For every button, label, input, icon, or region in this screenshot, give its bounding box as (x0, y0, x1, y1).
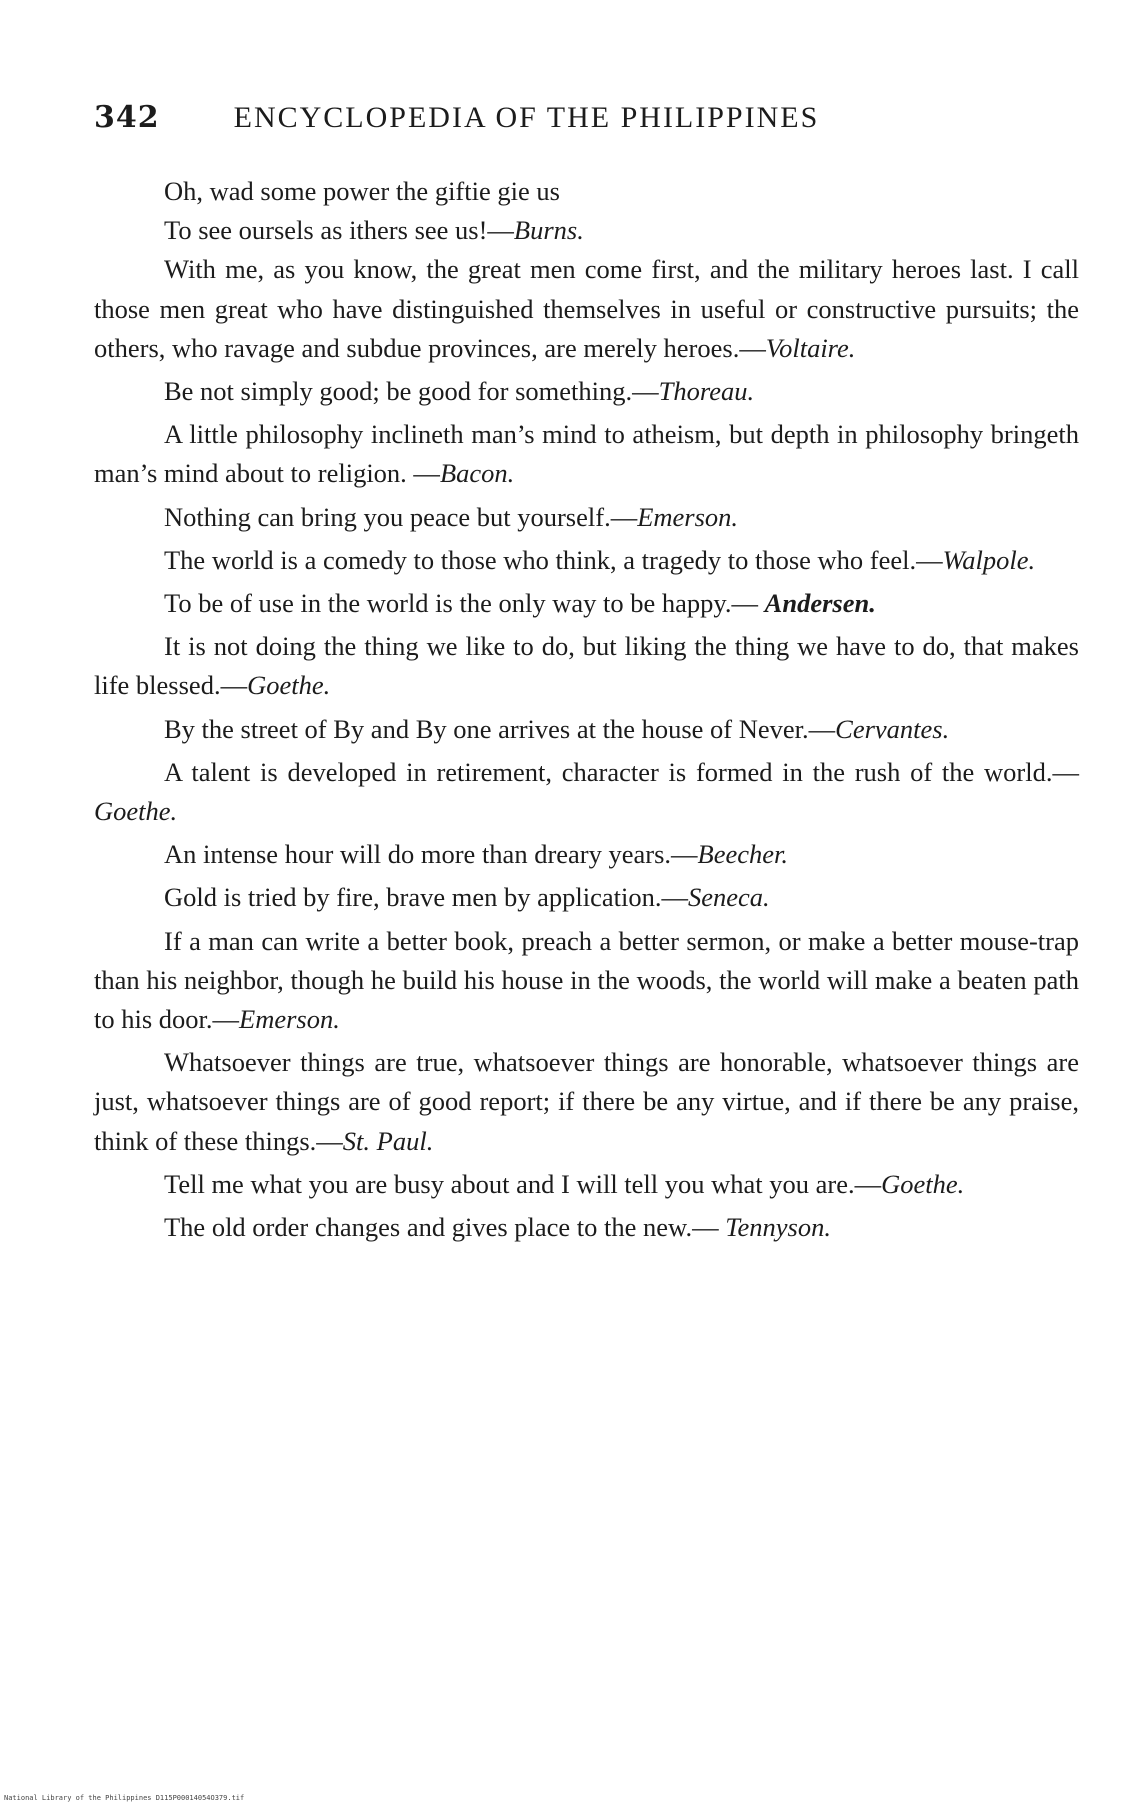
quote-attribution: St. Paul. (342, 1125, 434, 1156)
quote-text: If a man can write a better book, preach a better sermon, or make a better mouse-trap than his neighbor, though he build his house in the woods, the world will make a beaten path to his door.— (94, 925, 1079, 1035)
page-header (94, 100, 944, 135)
quote-paragraph (94, 1043, 1079, 1161)
quote-paragraph (94, 627, 1079, 705)
quote-paragraph (94, 584, 1079, 623)
verse-line (164, 211, 1079, 250)
quote-paragraph (94, 710, 1079, 749)
quote-attribution: Andersen. (764, 588, 876, 619)
quote-paragraph (94, 922, 1079, 1040)
verse-line: Oh, wad some power the giftie gie us (164, 176, 560, 206)
quote-text: Gold is tried by fire, brave men by application.— (164, 882, 688, 913)
quote-text: The old order changes and gives place to the new.— (164, 1212, 726, 1243)
quote-paragraph (94, 1165, 1079, 1204)
quote-attribution: Bacon. (439, 458, 515, 489)
quote-text: Tell me what you are busy about and I will tell you what you are.— (164, 1168, 882, 1199)
quote-text: The world is a comedy to those who think, a tragedy to those who feel.— (164, 544, 943, 575)
quote-attribution: Emerson. (239, 1004, 340, 1035)
page-number: 342 (94, 100, 160, 135)
quote-text: A talent is developed in retirement, character is formed in the rush of the world.— (164, 756, 1079, 787)
quote-attribution: Goethe. (94, 796, 178, 827)
verse-line-text: To see oursels as ithers see us!— (164, 215, 514, 246)
quote-text: To be of use in the world is the only way to be happy.— (164, 588, 765, 619)
quote-paragraph (94, 372, 1079, 411)
quote-text: Nothing can bring you peace but yourself.— (164, 501, 638, 532)
quote-attribution: Thoreau. (658, 376, 755, 407)
quote-attribution: Burns. (513, 215, 584, 246)
quote-attribution: Goethe. (247, 670, 331, 701)
quote-text: By the street of By and By one arrives at the house of Never.— (164, 713, 836, 744)
scan-footer-label: National Library of the Philippines D115P00014054O379.tif (4, 1794, 245, 1802)
quote-attribution: Tennyson. (725, 1212, 831, 1243)
quote-text: Be not simply good; be good for something.— (164, 376, 659, 407)
quote-text: With me, as you know, the great men come first, and the military heroes last. I call those men great who have distinguished themselves in useful or constructive pursuits; the others, who ravage and subdue provinces, are merely heroes.— (94, 254, 1079, 363)
quote-attribution: Beecher. (697, 839, 789, 870)
quote-attribution: Cervantes. (835, 713, 950, 744)
quote-text: A little philosophy inclineth man’s mind to atheism, but depth in philosophy bringeth man’s mind about to religion. — (94, 419, 1079, 489)
quote-attribution: Goethe. (881, 1168, 965, 1199)
quotations-body (94, 172, 1079, 1251)
quote-paragraph (94, 878, 1079, 917)
verse-quote (164, 172, 1079, 250)
running-head-title: ENCYCLOPEDIA OF THE PHILIPPINES (233, 101, 820, 134)
quote-paragraph (94, 753, 1079, 831)
quote-paragraph (94, 250, 1079, 368)
quote-text: Whatsoever things are true, whatsoever things are honorable, whatsoever things are just, whatsoever things are of good report; if there be any virtue, and if there be any praise, think of these things.— (94, 1047, 1079, 1156)
quote-paragraph (94, 541, 1079, 580)
quote-text: An intense hour will do more than dreary years.— (164, 839, 698, 870)
quote-attribution: Walpole. (942, 544, 1036, 575)
quote-paragraph (94, 498, 1079, 537)
quote-paragraph (94, 835, 1079, 874)
quote-attribution: Emerson. (637, 501, 739, 532)
quote-paragraph (94, 415, 1079, 493)
quote-text: It is not doing the thing we like to do, but liking the thing we have to do, that makes life blessed.— (94, 631, 1079, 701)
quote-paragraph (94, 1208, 1079, 1247)
quote-attribution: Voltaire. (765, 332, 856, 363)
quote-attribution: Seneca. (687, 882, 770, 913)
